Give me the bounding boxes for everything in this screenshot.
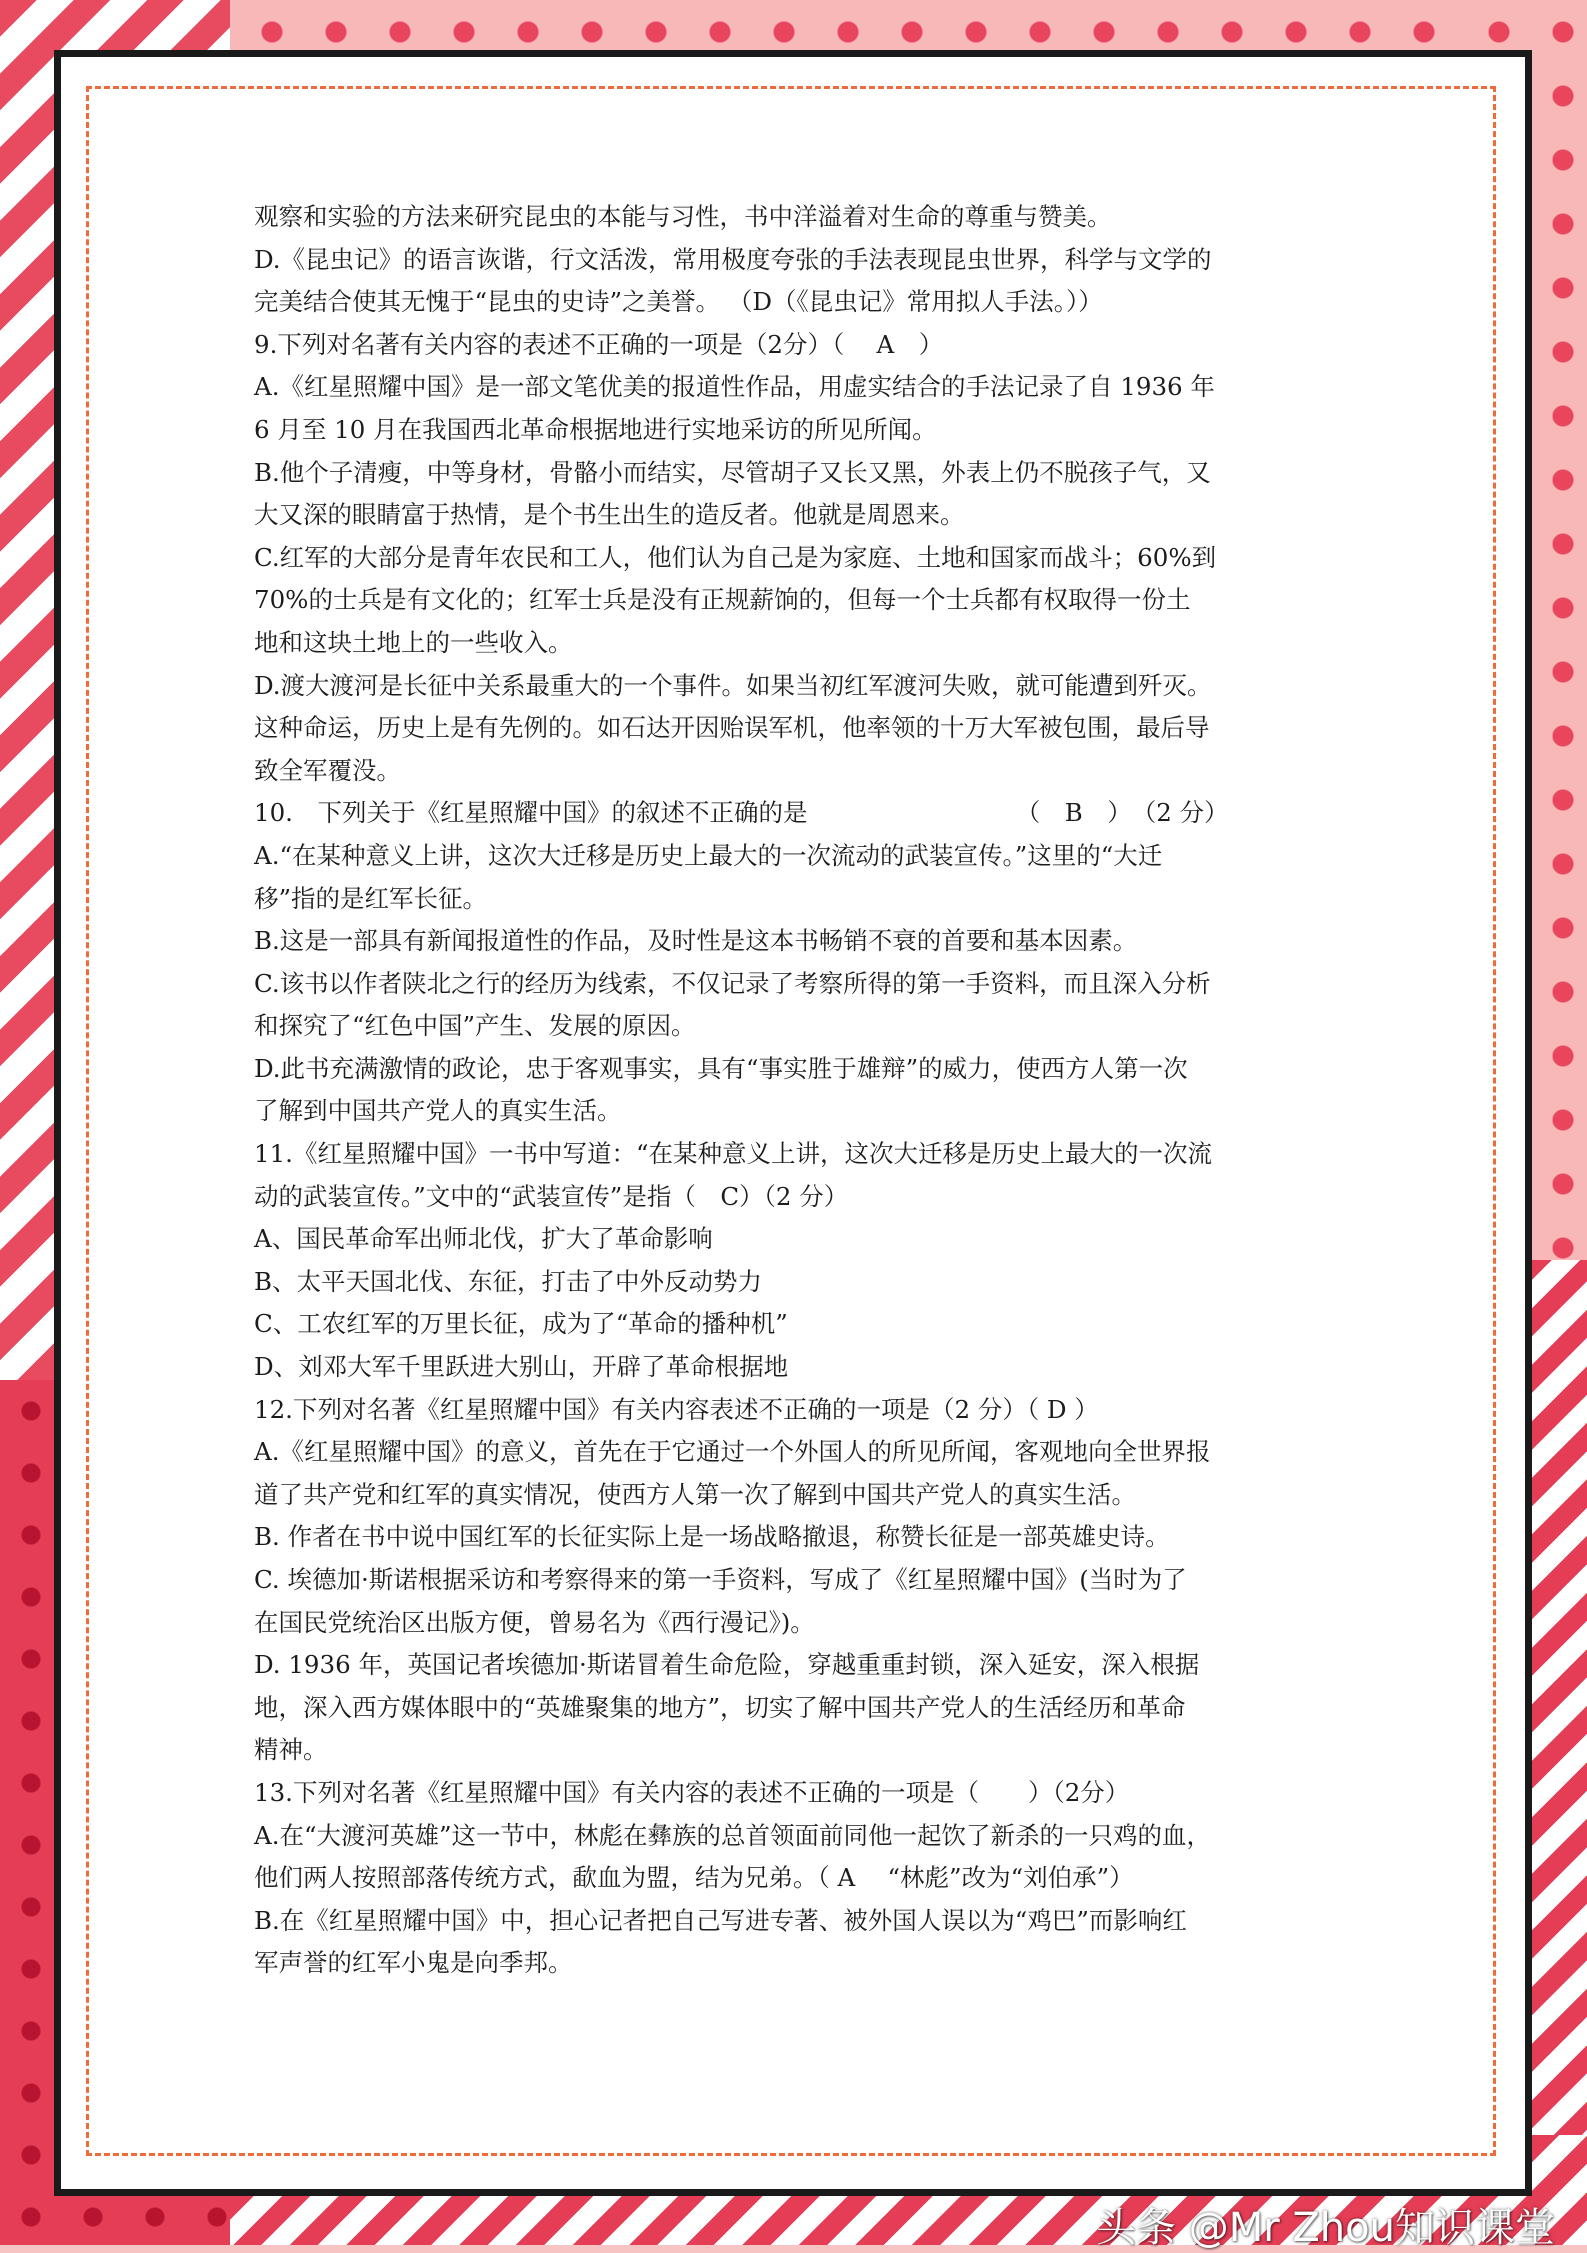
- text-line: 和探究了“红色中国”产生、发展的原因。: [254, 1011, 696, 1041]
- text-line: 完美结合使其无愧于“昆虫的史诗”之美誉。 （D（《昆虫记》常用拟人手法。））: [254, 287, 1103, 317]
- text-line: B. 作者在书中说中国红军的长征实际上是一场战略撤退，称赞长征是一部英雄史诗。: [254, 1522, 1170, 1552]
- text-line: 动的武装宣传。”文中的“武装宣传”是指（ C）（2 分）: [254, 1181, 849, 1211]
- text-line: 精神。: [254, 1735, 328, 1765]
- text-line: C、工农红军的万里长征，成为了“革命的播种机”: [254, 1309, 788, 1339]
- text-line: D.渡大渡河是长征中关系最重大的一个事件。如果当初红军渡河失败，就可能遭到歼灭。: [254, 670, 1212, 700]
- text-line: B.他个子清瘦，中等身材，骨骼小而结实，尽管胡子又长又黑，外表上仍不脱孩子气，又: [254, 457, 1211, 487]
- question-13: 13.下列对名著《红星照耀中国》有关内容的表述不正确的一项是（ ）（2分）: [254, 1777, 1130, 1807]
- text-line: 地和这块土地上的一些收入。: [254, 627, 573, 657]
- question-11: 11.《红星照耀中国》一书中写道：“在某种意义上讲，这次大迁移是历史上最大的一次流: [254, 1139, 1212, 1169]
- text-line: B、太平天国北伐、东征，打击了中外反动势力: [254, 1266, 763, 1296]
- text-line: 军声誉的红军小鬼是向季邦。: [254, 1948, 573, 1978]
- question-9: 9.下列对名著有关内容的表述不正确的一项是（2分）（ A ）: [254, 329, 944, 359]
- text-line: 了解到中国共产党人的真实生活。: [254, 1096, 622, 1126]
- text-line: C.该书以作者陕北之行的经历为线索，不仅记录了考察所得的第一手资料，而且深入分析: [254, 968, 1211, 998]
- text-line: A.“在某种意义上讲，这次大迁移是历史上最大的一次流动的武装宣传。”这里的“大迁: [254, 840, 1163, 870]
- text-line: 致全军覆没。: [254, 755, 401, 785]
- question-12: 12.下列对名著《红星照耀中国》有关内容表述不正确的一项是（2 分）（ D ）: [254, 1394, 1099, 1424]
- text-line: 大又深的眼睛富于热情，是个书生出生的造反者。他就是周恩来。: [254, 500, 965, 530]
- text-line: 地，深入西方媒体眼中的“英雄聚集的地方”，切实了解中国共产党人的生活经历和革命: [254, 1692, 1186, 1722]
- question-10: 10. 下列关于《红星照耀中国》的叙述不正确的是 （ B ） （2 分）: [254, 798, 1229, 828]
- text-line: 70%的士兵是有文化的；红军士兵是没有正规薪饷的，但每一个士兵都有权取得一份土: [254, 585, 1191, 615]
- text-line: 观察和实验的方法来研究昆虫的本能与习性，书中洋溢着对生命的尊重与赞美。: [254, 202, 1112, 231]
- text-line: 这种命运，历史上是有先例的。如石达开因贻误军机，他率领的十万大军被包围，最后导: [254, 713, 1210, 743]
- text-line: B.这是一部具有新闻报道性的作品，及时性是这本书畅销不衰的首要和基本因素。: [254, 926, 1138, 956]
- text-line: 移”指的是红军长征。: [254, 883, 488, 913]
- text-line: 道了共产党和红军的真实情况，使西方人第一次了解到中国共产党人的真实生活。: [254, 1479, 1136, 1509]
- text-line: D、刘邓大军千里跃进大别山，开辟了革命根据地: [254, 1352, 789, 1382]
- document-body: [254, 196, 1336, 1985]
- text-line: 他们两人按照部落传统方式，歃血为盟，结为兄弟。（ A “林彪”改为“刘伯承”）: [254, 1863, 1134, 1893]
- text-line: 6 月至 10 月在我国西北革命根据地进行实地采访的所见所闻。: [254, 414, 937, 444]
- text-line: A.在“大渡河英雄”这一节中，林彪在彝族的总首领面前同他一起饮了新杀的一只鸡的血，: [254, 1820, 1212, 1850]
- watermark: 头条 @Mr Zhou知识课堂: [1096, 2205, 1555, 2251]
- text-line: C. 埃德加·斯诺根据采访和考察得来的第一手资料，写成了《红星照耀中国》(当时为了: [254, 1565, 1187, 1594]
- text-line: D. 1936 年，英国记者埃德加·斯诺冒着生命危险，穿越重重封锁，深入延安，深入根据: [254, 1650, 1200, 1680]
- text-line: A、国民革命军出师北伐，扩大了革命影响: [254, 1224, 713, 1254]
- text-line: D.《昆虫记》的语言诙谐，行文活泼，常用极度夸张的手法表现昆虫世界，科学与文学的: [254, 244, 1212, 274]
- text-line: A.《红星照耀中国》是一部文笔优美的报道性作品，用虚实结合的手法记录了自 1936 年: [254, 372, 1215, 402]
- text-line: C.红军的大部分是青年农民和工人，他们认为自己是为家庭、土地和国家而战斗；60%到: [254, 542, 1217, 572]
- text-line: 在国民党统治区出版方便，曾易名为《西行漫记》)。: [254, 1607, 815, 1637]
- text-line: B.在《红星照耀中国》中，担心记者把自己写进专著、被外国人误以为“鸡巴”而影响红: [254, 1905, 1187, 1935]
- text-line: A.《红星照耀中国》的意义，首先在于它通过一个外国人的所见所闻，客观地向全世界报: [254, 1437, 1211, 1467]
- text-line: D.此书充满激情的政论，忠于客观事实，具有“事实胜于雄辩”的威力，使西方人第一次: [254, 1053, 1188, 1083]
